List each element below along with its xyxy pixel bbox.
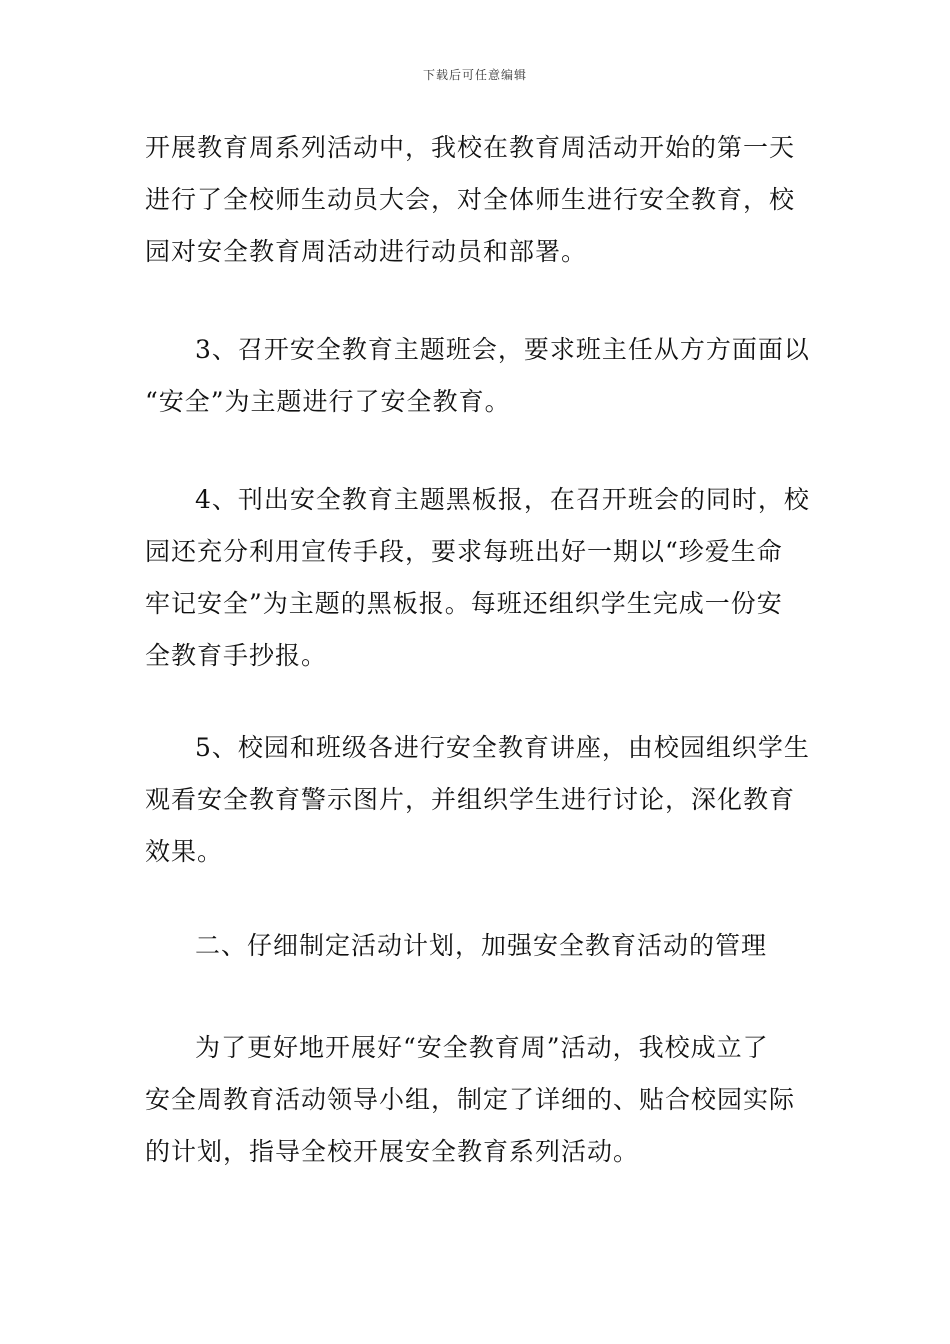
paragraph-line: 全教育手抄报。 [145,641,328,670]
paragraph-line: 3、召开安全教育主题班会，要求班主任从方方面面以 [195,335,810,364]
paragraph-line: 的计划，指导全校开展安全教育系列活动。 [145,1137,640,1166]
paragraph-line: 进行了全校师生动员大会，对全体师生进行安全教育，校 [145,185,796,214]
section-heading [145,920,807,972]
paragraph-4 [145,722,810,878]
paragraph-line: 园还充分利用宣传手段，要求每班出好一期以“珍爱生命 [145,537,783,566]
paragraph-line: 5、校园和班级各进行安全教育讲座，由校园组织学生 [195,733,810,762]
paragraph-line: 园对安全教育周活动进行动员和部署。 [145,237,588,266]
page-header: 下载后可任意编辑 [422,68,527,82]
paragraph-2 [145,324,810,428]
paragraph-3 [145,474,810,682]
paragraph-line: 安全周教育活动领导小组，制定了详细的、贴合校园实际 [145,1085,796,1114]
paragraph-line: 效果。 [145,837,224,866]
paragraph-5 [145,1022,807,1178]
paragraph-line: 牢记安全”为主题的黑板报。每班还组织学生完成一份安 [145,589,783,618]
paragraph-line: 二、仔细制定活动计划，加强安全教育活动的管理 [195,931,768,960]
paragraph-line: 观看安全教育警示图片，并组织学生进行讨论，深化教育 [145,785,796,814]
paragraph-line: 为了更好地开展好“安全教育周”活动，我校成立了 [195,1033,769,1062]
paragraph-line: 开展教育周系列活动中，我校在教育周活动开始的第一天 [145,133,796,162]
paragraph-1 [145,122,807,278]
paragraph-line: “安全”为主题进行了安全教育。 [145,387,511,416]
paragraph-line: 4、刊出安全教育主题黑板报，在召开班会的同时，校 [195,485,810,514]
